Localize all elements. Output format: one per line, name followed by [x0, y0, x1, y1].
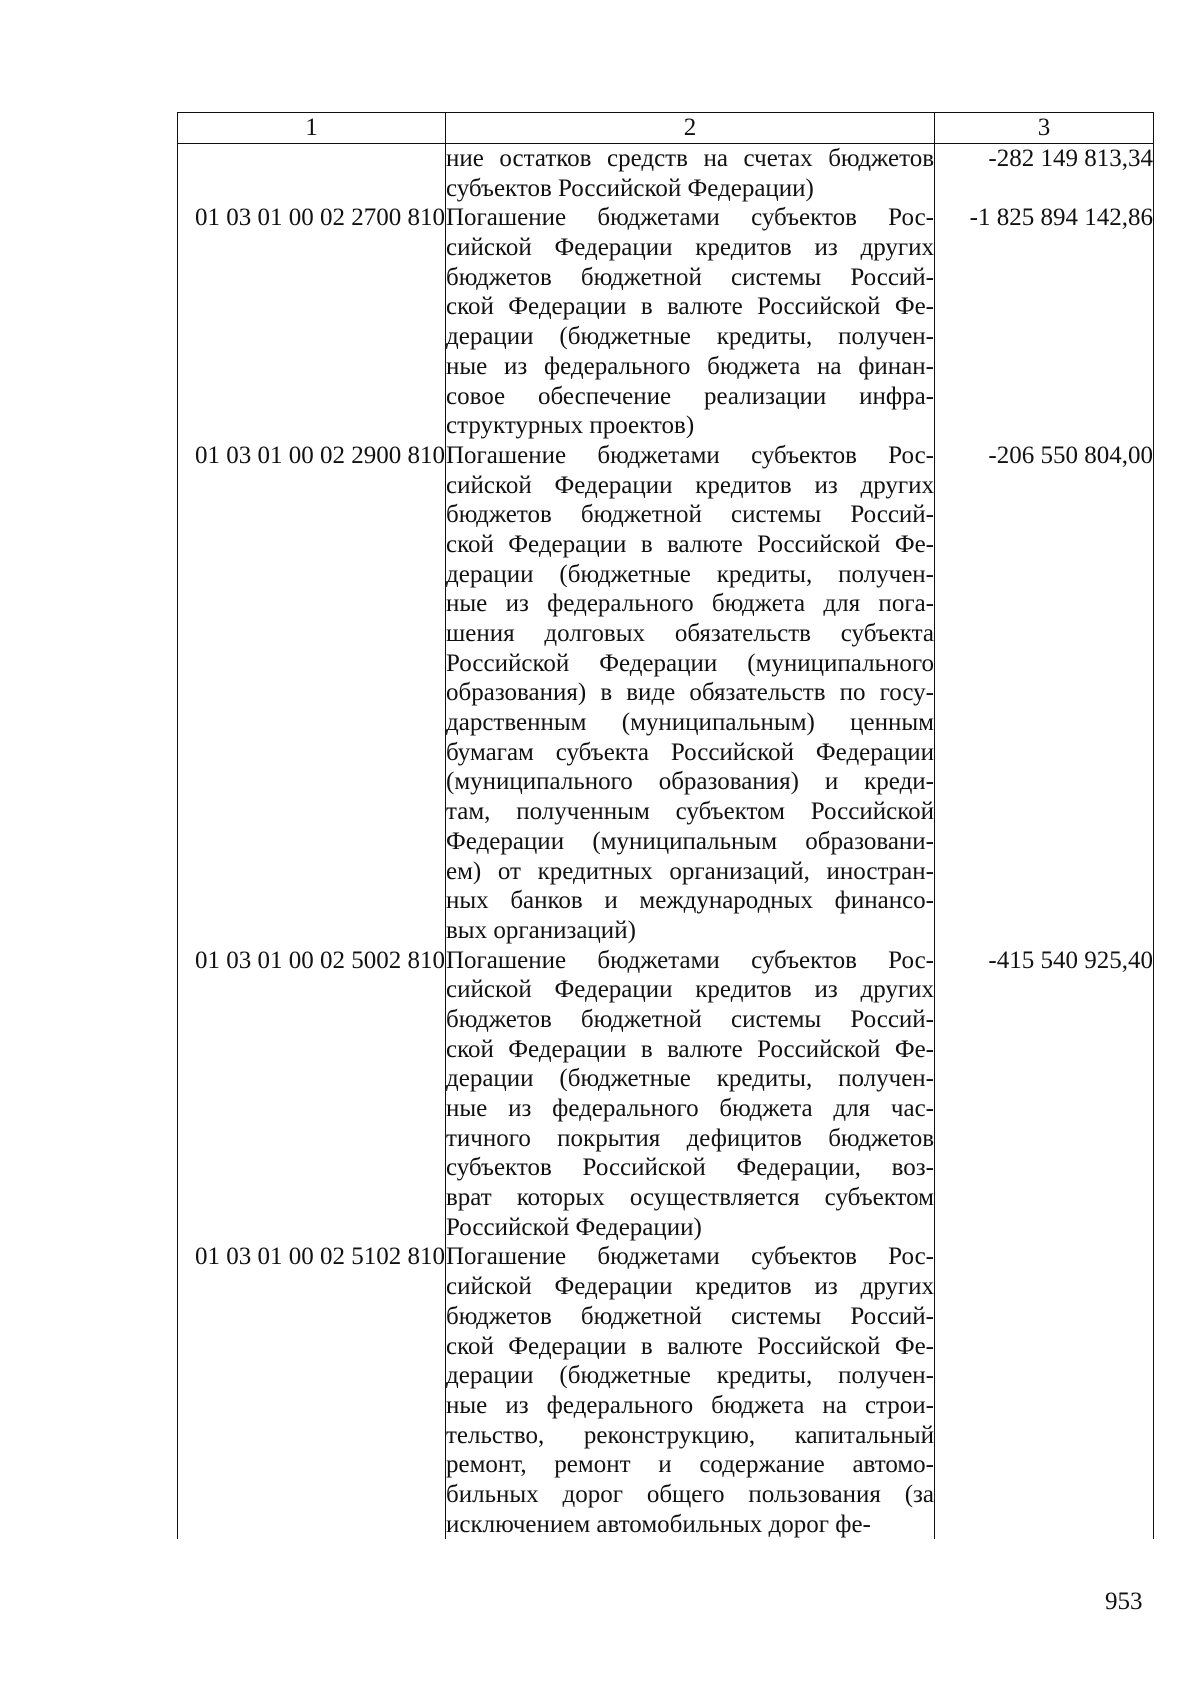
- table-row: [178, 1242, 1154, 1539]
- description-line: исключением автомобильных дорог фе-: [446, 1510, 871, 1538]
- description-line: ных банков и международных финансо-: [446, 887, 934, 915]
- description-line: Погашение бюджетами субъектов Рос-: [446, 1243, 934, 1271]
- description-line: сийской Федерации кредитов из других: [446, 471, 934, 499]
- description-line: вых организаций): [446, 916, 636, 944]
- description-line: структурных проектов): [446, 412, 695, 440]
- budget-code-cell: 01 03 01 00 02 2700 810: [178, 203, 446, 441]
- table-header: [178, 113, 1154, 144]
- description-cell: [446, 1242, 935, 1539]
- description-line: дерации (бюджетные кредиты, получен-: [446, 560, 934, 588]
- description-cell: [446, 946, 935, 1243]
- description-line: ской Федерации в валюте Российской Фе-: [446, 1332, 934, 1360]
- description-line: бумагам субъекта Российской Федерации: [446, 738, 934, 766]
- description-line: (муниципального образования) и креди-: [446, 768, 934, 796]
- table-body: [178, 144, 1154, 1540]
- description-line: бюджетов бюджетной системы Россий-: [446, 1302, 934, 1330]
- description-line: сийской Федерации кредитов из других: [446, 234, 934, 262]
- description-line: ные из федерального бюджета для пога-: [446, 590, 934, 618]
- description-line: дарственным (муниципальным) ценным: [446, 709, 934, 737]
- budget-table: [177, 112, 1154, 1539]
- description-line: дерации (бюджетные кредиты, получен-: [446, 1362, 934, 1390]
- budget-code-cell: 01 03 01 00 02 5002 810: [178, 946, 446, 1243]
- description-line: дерации (бюджетные кредиты, получен-: [446, 323, 934, 351]
- description-line: Погашение бюджетами субъектов Рос-: [446, 946, 934, 974]
- description-cell: [446, 144, 935, 204]
- table-row: [178, 203, 1154, 441]
- page-number: 953: [1105, 1588, 1143, 1615]
- description-line: ные из федерального бюджета на финан-: [446, 352, 934, 380]
- description-line: образования) в виде обязательств по госу-: [446, 679, 934, 707]
- header-col-2: 2: [446, 113, 935, 144]
- description-line: бильных дорог общего пользования (за: [446, 1480, 934, 1508]
- description-line: тичного покрытия дефицитов бюджетов: [446, 1124, 934, 1152]
- description-line: совое обеспечение реализации инфра-: [446, 382, 934, 410]
- description-line: сийской Федерации кредитов из других: [446, 976, 934, 1004]
- description-cell: [446, 441, 935, 946]
- description-line: сийской Федерации кредитов из других: [446, 1273, 934, 1301]
- description-line: ремонт, ремонт и содержание автомо-: [446, 1451, 934, 1479]
- budget-code-cell: [178, 144, 446, 204]
- description-line: ской Федерации в валюте Российской Фе-: [446, 1035, 934, 1063]
- description-line: ные из федерального бюджета для час-: [446, 1095, 934, 1122]
- description-line: тельство, реконструкцию, капитальный: [446, 1421, 934, 1449]
- description-line: ской Федерации в валюте Российской Фе-: [446, 293, 934, 321]
- description-line: бюджетов бюджетной системы Россий-: [446, 1005, 934, 1033]
- description-line: ем) от кредитных организаций, иностран-: [446, 857, 934, 885]
- description-line: субъектов Российской Федерации): [446, 174, 814, 202]
- table-row: [178, 144, 1154, 204]
- description-line: ние остатков средств на счетах бюджетов: [446, 145, 934, 172]
- description-line: ской Федерации в валюте Российской Фе-: [446, 530, 934, 558]
- description-line: врат которых осуществляется субъектом: [446, 1184, 934, 1212]
- description-line: ные из федерального бюджета на строи-: [446, 1391, 934, 1419]
- description-cell: [446, 203, 935, 441]
- amount-cell: -282 149 813,34: [935, 144, 1154, 204]
- budget-code-cell: 01 03 01 00 02 2900 810: [178, 441, 446, 946]
- description-line: Федерации (муниципальным образовани-: [446, 827, 934, 855]
- table-row: [178, 441, 1154, 946]
- description-line: Погашение бюджетами субъектов Рос-: [446, 204, 934, 232]
- description-line: Российской Федерации): [446, 1213, 702, 1241]
- description-line: бюджетов бюджетной системы Россий-: [446, 263, 934, 291]
- description-line: дерации (бюджетные кредиты, получен-: [446, 1065, 934, 1093]
- description-line: там, полученным субъектом Российской: [446, 798, 934, 826]
- description-line: Российской Федерации (муниципального: [446, 649, 934, 677]
- description-line: Погашение бюджетами субъектов Рос-: [446, 441, 934, 469]
- description-line: бюджетов бюджетной системы Россий-: [446, 501, 934, 529]
- amount-cell: [935, 1242, 1154, 1539]
- amount-cell: -206 550 804,00: [935, 441, 1154, 946]
- amount-cell: -415 540 925,40: [935, 946, 1154, 1243]
- description-line: шения долговых обязательств субъекта: [446, 620, 934, 647]
- header-col-1: 1: [178, 113, 446, 144]
- table-row: [178, 946, 1154, 1243]
- amount-cell: -1 825 894 142,86: [935, 203, 1154, 441]
- header-col-3: 3: [935, 113, 1154, 144]
- description-line: субъектов Российской Федерации, воз-: [446, 1154, 934, 1182]
- budget-code-cell: 01 03 01 00 02 5102 810: [178, 1242, 446, 1539]
